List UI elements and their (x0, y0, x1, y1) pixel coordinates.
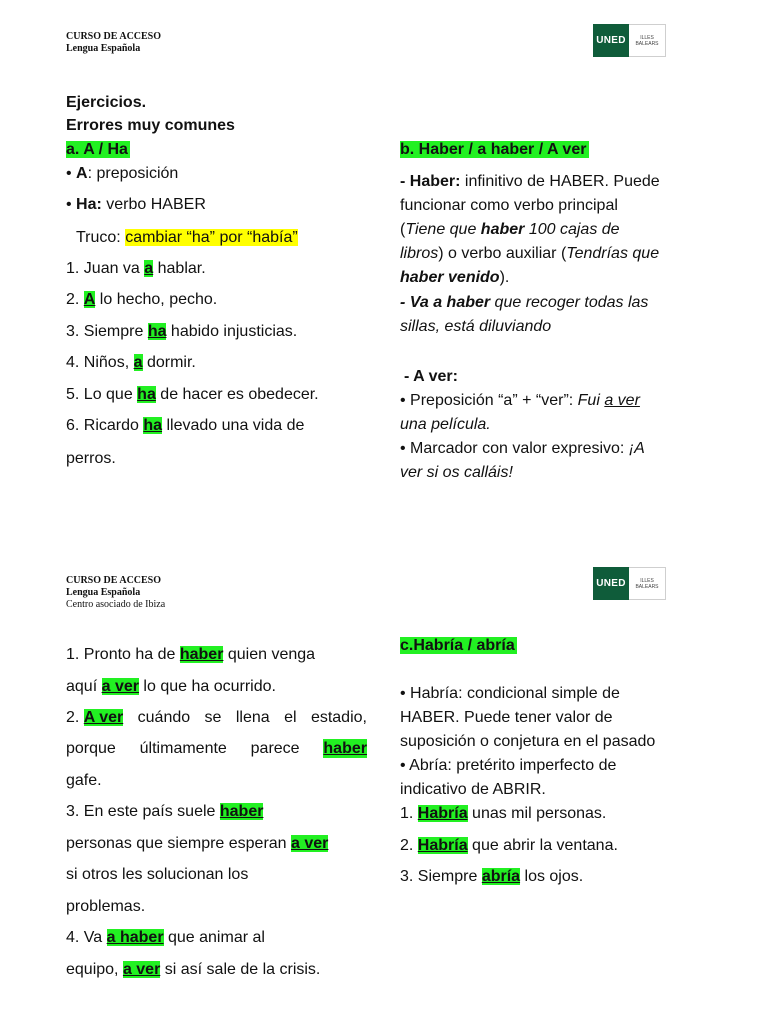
list-item: 3. Siempre abría los ojos. (400, 868, 584, 885)
uned-logo (593, 567, 666, 600)
para-line: • Preposición “a” + “ver”: Fui a ver (400, 392, 640, 409)
list-item: 4. Niños, a dormir. (66, 354, 196, 371)
exercise-line: personas que siempre esperan a ver (66, 835, 329, 852)
def-a: • A: preposición (66, 165, 179, 182)
exercise-line: 1. Pronto ha de haber quien venga (66, 646, 316, 663)
exercise-line: gafe. (66, 772, 102, 789)
para-line: suposición o conjetura en el pasado (400, 733, 656, 750)
list-item: 3. Siempre ha habido injusticias. (66, 323, 298, 340)
list-item: 6. Ricardo ha llevado una vida de (66, 417, 305, 434)
para-line: ver si os calláis! (400, 464, 513, 481)
header-subject: Lengua Española (66, 43, 141, 54)
para-line: haber venido). (400, 269, 510, 286)
exercise-line: problemas. (66, 898, 146, 915)
para-line: • Abría: pretérito imperfecto de (400, 757, 617, 774)
exercise-line: 3. En este país suele haber (66, 803, 264, 820)
uned-logo-region: ILLES BALEARS (629, 567, 666, 600)
list-item-cont: perros. (66, 450, 116, 467)
uned-logo-region: ILLES BALEARS (629, 24, 666, 57)
page-title: Ejercicios. (66, 94, 147, 111)
uned-logo (593, 24, 666, 57)
header-course-title: CURSO DE ACCESO (66, 31, 162, 42)
exercise-line: 2. A ver cuándo se llena el estadio, (66, 709, 367, 726)
para-line: HABER. Puede tener valor de (400, 709, 613, 726)
para-line: • Habría: condicional simple de (400, 685, 620, 702)
para-line: una película. (400, 416, 491, 433)
para-line: libros) o verbo auxiliar (Tendrías que (400, 245, 660, 262)
exercise-line: porque últimamente parece haber (66, 740, 367, 757)
def-ha: • Ha: verbo HABER (66, 196, 206, 213)
para-line: funcionar como verbo principal (400, 197, 618, 214)
course-header-bottom (66, 575, 165, 611)
para-line: sillas, está diluviando (400, 318, 552, 335)
list-item: 1. Juan va a hablar. (66, 260, 206, 277)
header-course-title: CURSO DE ACCESO (66, 575, 162, 586)
header-center: Centro asociado de Ibiza (66, 599, 166, 610)
list-item: 1. Habría unas mil personas. (400, 805, 607, 822)
exercise-line: equipo, a ver si así sale de la crisis. (66, 961, 321, 978)
para-line: • Marcador con valor expresivo: ¡A (400, 440, 645, 457)
section-c-heading: c.Habría / abría (400, 637, 515, 654)
aver-heading: - A ver: (404, 368, 458, 385)
para-line: - Va a haber que recoger todas las (400, 294, 649, 311)
exercise-line: aquí a ver lo que ha ocurrido. (66, 678, 276, 695)
uned-logo-mark: UNED (593, 24, 629, 57)
para-line: (Tiene que haber 100 cajas de (400, 221, 620, 238)
list-item: 5. Lo que ha de hacer es obedecer. (66, 386, 319, 403)
uned-logo-mark: UNED (593, 567, 629, 600)
list-item: 2. A lo hecho, pecho. (66, 291, 218, 308)
para-line: - Haber: infinitivo de HABER. Puede (400, 173, 660, 190)
para-line: indicativo de ABRIR. (400, 781, 546, 798)
course-header-top (66, 31, 161, 55)
list-item: 2. Habría que abrir la ventana. (400, 837, 618, 854)
exercise-line: 4. Va a haber que animar al (66, 929, 265, 946)
exercise-line: si otros les solucionan los (66, 866, 249, 883)
truco: Truco: cambiar “ha” por “había” (76, 229, 298, 246)
header-subject: Lengua Española (66, 587, 141, 598)
section-b-heading: b. Haber / a haber / A ver (400, 140, 589, 159)
page-subtitle: Errores muy comunes (66, 117, 235, 134)
section-a-heading: a. A / Ha (66, 141, 128, 158)
